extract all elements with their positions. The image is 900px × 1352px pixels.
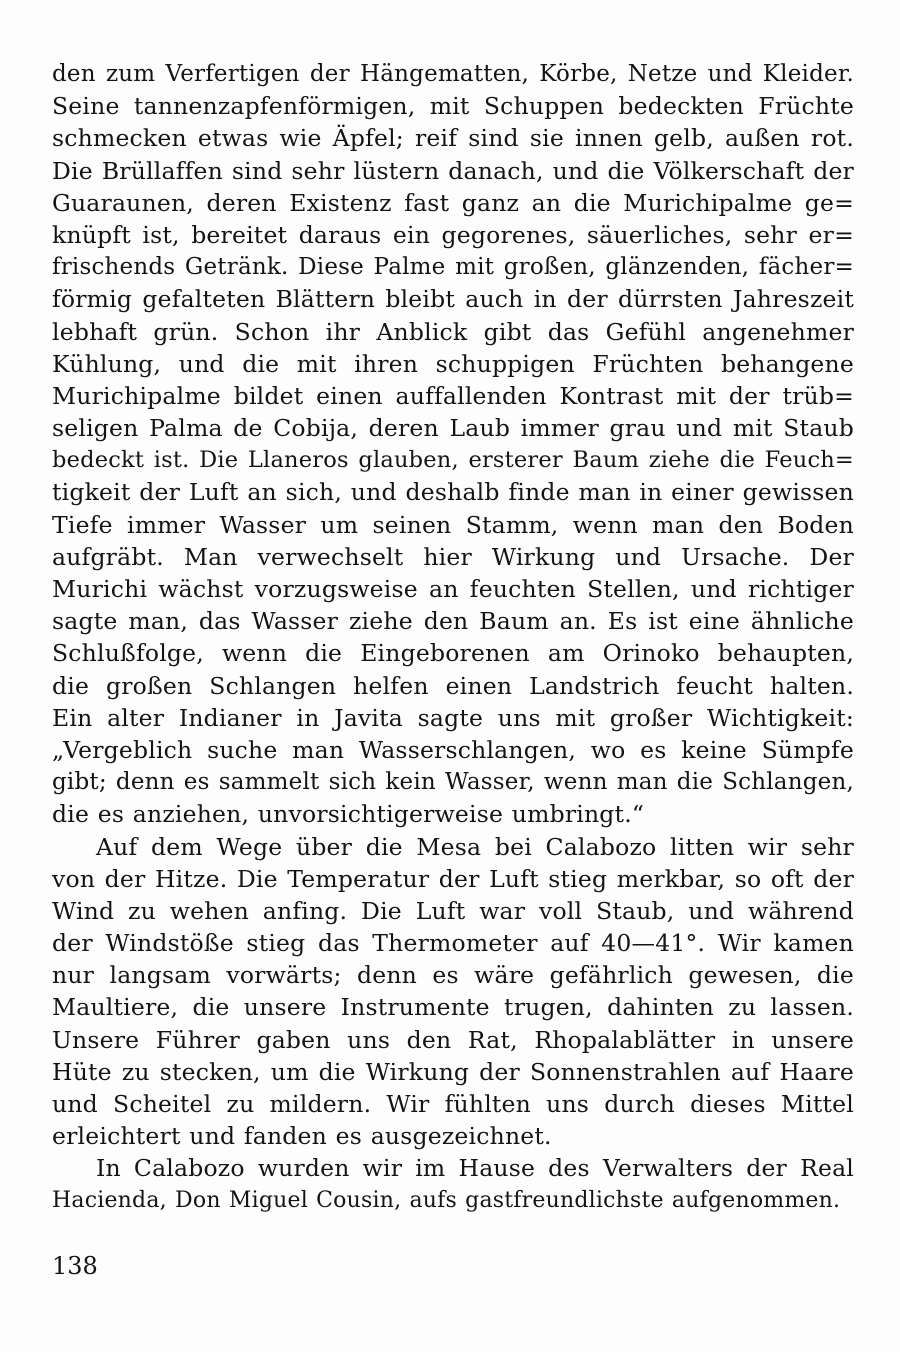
text-line: tigkeit der Luft an sich, und deshalb finde man in einer gewissen (52, 478, 854, 507)
text-line: Kühlung, und die mit ihren schuppigen Früchten behangene (52, 349, 854, 378)
text-line: von der Hitze. Die Temperatur der Luft stieg merkbar, so oft der (52, 864, 854, 893)
text-line: förmig gefalteten Blättern bleibt auch in der dürrsten Jahreszeit (52, 285, 854, 314)
text-line: die großen Schlangen helfen einen Landstrich feucht halten. (52, 671, 854, 700)
text-line: Ein alter Indianer in Javita sagte uns mit großer Wichtigkeit: (52, 703, 854, 732)
text-line: und Scheitel zu mildern. Wir fühlten uns durch dieses Mittel (52, 1090, 854, 1118)
text-line: Murichipalme bildet einen auffallenden Kontrast mit der trüb= (52, 381, 854, 410)
text-line: Wind zu wehen anfing. Die Luft war voll Staub, und während (52, 896, 854, 925)
paragraph-3 (52, 1152, 854, 1216)
text-line: frischends Getränk. Diese Palme mit großen, glänzenden, fächer= (52, 254, 854, 281)
text-line: Seine tannenzapfenförmigen, mit Schuppen bedeckten Früchte (52, 92, 854, 121)
text-line: Tiefe immer Wasser um seinen Stamm, wenn man den Boden (52, 510, 854, 539)
text-line: „Vergeblich suche man Wasserschlangen, wo es keine Sümpfe (52, 735, 854, 764)
text-line: Schlußfolge, wenn die Eingeborenen am Orinoko behaupten, (52, 639, 854, 668)
text-line: gibt; denn es sammelt sich kein Wasser, wenn man die Schlangen, (52, 769, 854, 796)
text-line: knüpft ist, bereitet daraus ein gegorenes, säuerliches, sehr er= (52, 220, 854, 249)
text-line: bedeckt ist. Die Llaneros glauben, ersterer Baum ziehe die Feuch= (52, 447, 854, 474)
text-line: seligen Palma de Cobija, deren Laub immer grau und mit Staub (52, 414, 854, 443)
text-line: Murichi wächst vorzugsweise an feuchten Stellen, und richtiger (52, 575, 854, 603)
text-line: In Calabozo wurden wir im Hause des Verwalters der Real (96, 1154, 854, 1183)
text-line: der Windstöße stieg das Thermometer auf 40—41°. Wir kamen (52, 929, 854, 958)
text-line: Unsere Führer gaben uns den Rat, Rhopalablätter in unsere (52, 1025, 854, 1054)
text-line: aufgräbt. Man verwechselt hier Wirkung und Ursache. Der (52, 542, 854, 571)
text-line: Die Brüllaffen sind sehr lüstern danach, und die Völkerschaft der (52, 156, 854, 185)
text-line: Maultiere, die unsere Instrumente trugen, dahinten zu lassen. (52, 993, 854, 1022)
text-line: Hacienda, Don Miguel Cousin, aufs gastfreundlichste aufgenommen. (52, 1187, 841, 1213)
text-line: den zum Verfertigen der Hängematten, Körbe, Netze und Kleider. (52, 61, 854, 87)
page-number: 138 (52, 1252, 98, 1280)
text-line: erleichtert und fanden es ausgezeichnet. (52, 1122, 552, 1151)
paragraph-1 (52, 58, 854, 831)
text-line: Guaraunen, deren Existenz fast ganz an die Murichipalme ge= (52, 188, 854, 217)
text-line: sagte man, das Wasser ziehe den Baum an. Es ist eine ähnliche (52, 607, 854, 636)
paragraph-2 (52, 831, 854, 1153)
text-line: schmecken etwas wie Äpfel; reif sind sie innen gelb, außen rot. (52, 124, 854, 153)
text-line: Auf dem Wege über die Mesa bei Calabozo litten wir sehr (96, 832, 854, 861)
text-line: lebhaft grün. Schon ihr Anblick gibt das Gefühl angenehmer (52, 317, 854, 346)
text-line: Hüte zu stecken, um die Wirkung der Sonnenstrahlen auf Haare (52, 1057, 854, 1086)
body-text (52, 58, 854, 1217)
text-line: nur langsam vorwärts; denn es wäre gefährlich gewesen, die (52, 961, 854, 990)
text-line: die es anziehen, unvorsichtigerweise umbringt.“ (52, 800, 645, 829)
